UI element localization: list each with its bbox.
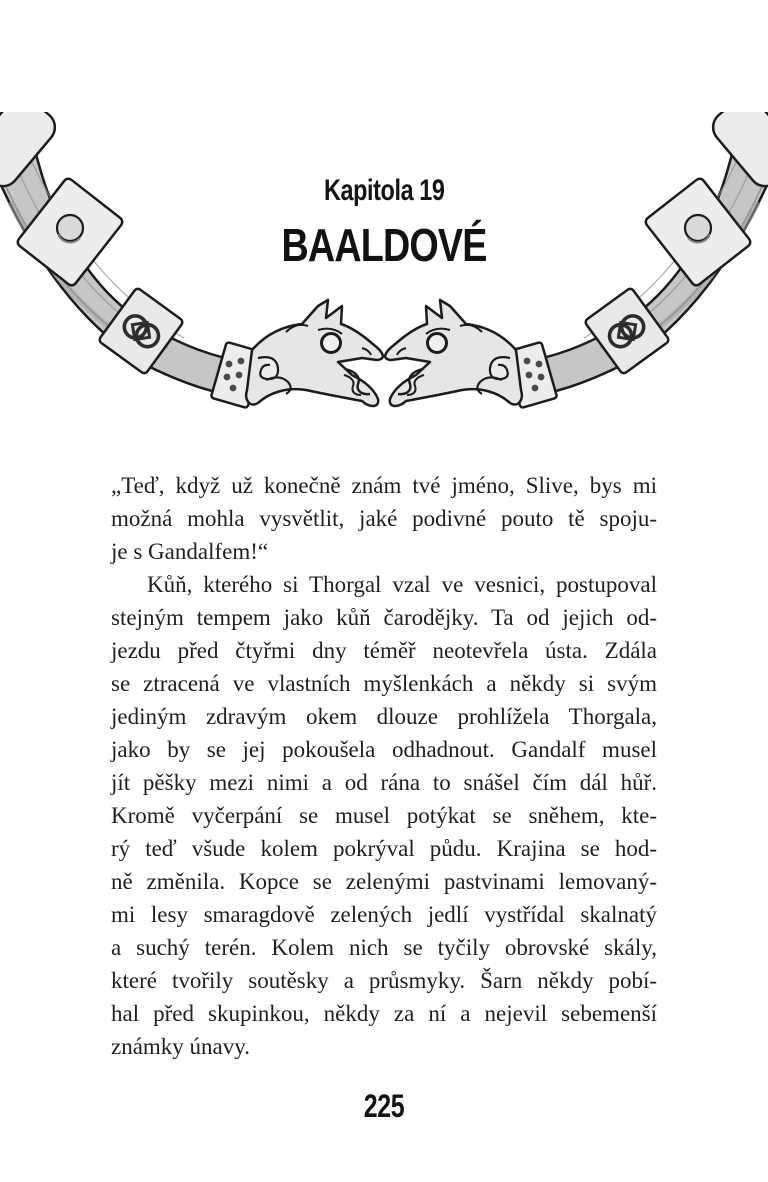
chapter-label-text: Kapitola 19 xyxy=(323,174,445,207)
dragon-horn-icon xyxy=(378,112,768,434)
chapter-title-text: BAALDOVÉ xyxy=(281,219,487,271)
body-text-line: možná mohla vysvětlit, jaké podivné pouto tě spoju- xyxy=(111,506,657,531)
page-number-text: 225 xyxy=(363,1088,405,1124)
body-text-line: Kůň, kterého si Thorgal vzal ve vesnici, postupoval xyxy=(147,572,657,597)
dragon-horn-icon xyxy=(0,112,390,434)
body-text-line: „Teď, když už konečně znám tvé jméno, Slive, bys mi xyxy=(111,473,657,498)
body-text xyxy=(111,469,657,1063)
chapter-artwork xyxy=(0,112,768,434)
body-text-line: ně změnila. Kopce se zelenými pastvinami lemovaný- xyxy=(111,869,657,894)
body-text-line: je s Gandalfem!“ xyxy=(111,539,269,564)
body-text-line: rý teď všude kolem pokrýval půdu. Krajina se hod- xyxy=(111,836,657,861)
body-text-line: jediným zdravým okem dlouze prohlížela Thorgala, xyxy=(111,704,657,729)
chapter-label xyxy=(0,176,768,206)
body-text-line: stejným tempem jako kůň čarodějky. Ta od jejich od- xyxy=(111,605,657,630)
body-text-line: hal před skupinkou, někdy za ní a nejevil sebemenší xyxy=(111,1001,657,1026)
body-text-line: se ztracená ve vlastních myšlenkách a někdy si svým xyxy=(111,671,657,696)
body-text-line: Kromě vyčerpání se musel potýkat se sněhem, kte- xyxy=(111,803,657,828)
body-text-line: a suchý terén. Kolem nich se tyčily obrovské skály, xyxy=(111,935,657,960)
body-text-line: jako by se jej pokoušela odhadnout. Gandalf musel xyxy=(111,737,657,762)
page-number xyxy=(0,1090,768,1122)
body-text-line: jít pěšky mezi nimi a od rána to snášel čím dál hůř. xyxy=(111,770,657,795)
body-text-line: mi lesy smaragdově zelených jedlí vystřídal skalnatý xyxy=(111,902,657,927)
horn-illustration-left xyxy=(0,112,390,434)
dragon-eye xyxy=(322,334,341,353)
horn-illustration-right xyxy=(378,112,768,434)
body-text-line: známky únavy. xyxy=(111,1034,251,1059)
dragon-head-icon xyxy=(246,300,383,406)
page-title xyxy=(0,219,768,271)
body-text-line: jezdu před čtyřmi dny téměř neotevřela ústa. Zdála xyxy=(111,638,657,663)
body-text-line: které tvořily soutěsky a průsmyky. Šarn někdy pobí- xyxy=(111,968,657,993)
